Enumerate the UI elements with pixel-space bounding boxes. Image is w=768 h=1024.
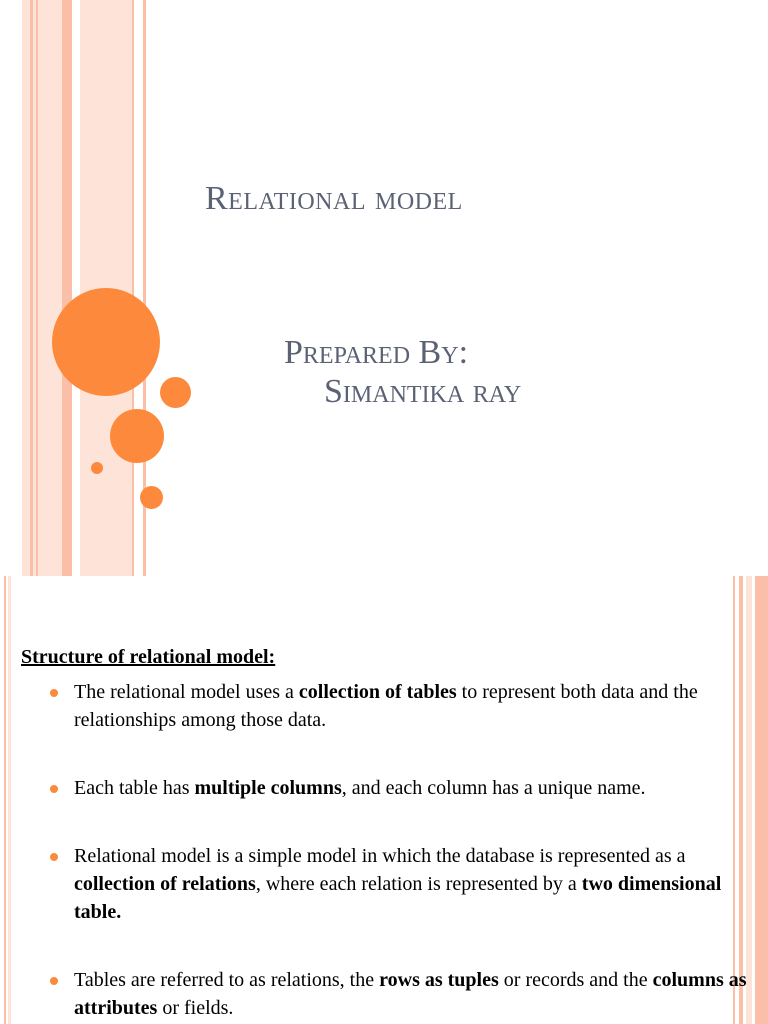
bullet-list	[50, 678, 755, 1022]
decorative-circle	[140, 486, 163, 509]
author-name: Simantika ray	[324, 373, 522, 410]
decorative-circle	[160, 377, 191, 408]
decorative-circle	[110, 409, 164, 463]
prepared-by-label: Prepared By:	[284, 334, 469, 371]
slide-title: Relational model	[205, 180, 463, 217]
list-item: Relational model is a simple model in which the database is represented as a collection of relations, where each relation is represented by a two dimensional table.	[50, 842, 755, 926]
content-slide	[0, 576, 768, 1024]
list-item: Each table has multiple columns, and each column has a unique name.	[50, 774, 755, 802]
decorative-stripe	[8, 576, 11, 1024]
section-heading: Structure of relational model:	[21, 646, 276, 668]
list-item: The relational model uses a collection of tables to represent both data and the relationships among those data.	[50, 678, 755, 734]
decorative-stripe	[755, 576, 768, 1024]
decorative-stripe	[30, 0, 33, 576]
decorative-stripe	[62, 0, 72, 576]
bullet-icon	[50, 689, 58, 697]
decorative-stripe	[132, 0, 134, 576]
decorative-circle-large	[52, 288, 160, 396]
decorative-stripe	[22, 0, 62, 576]
decorative-stripe	[4, 576, 6, 1024]
bullet-icon	[50, 785, 58, 793]
list-item: Tables are referred to as relations, the rows as tuples or records and the columns as attributes or fields.	[50, 966, 755, 1022]
bullet-icon	[50, 977, 58, 985]
bullet-icon	[50, 853, 58, 861]
decorative-stripe	[36, 0, 38, 576]
decorative-circle	[91, 462, 103, 474]
